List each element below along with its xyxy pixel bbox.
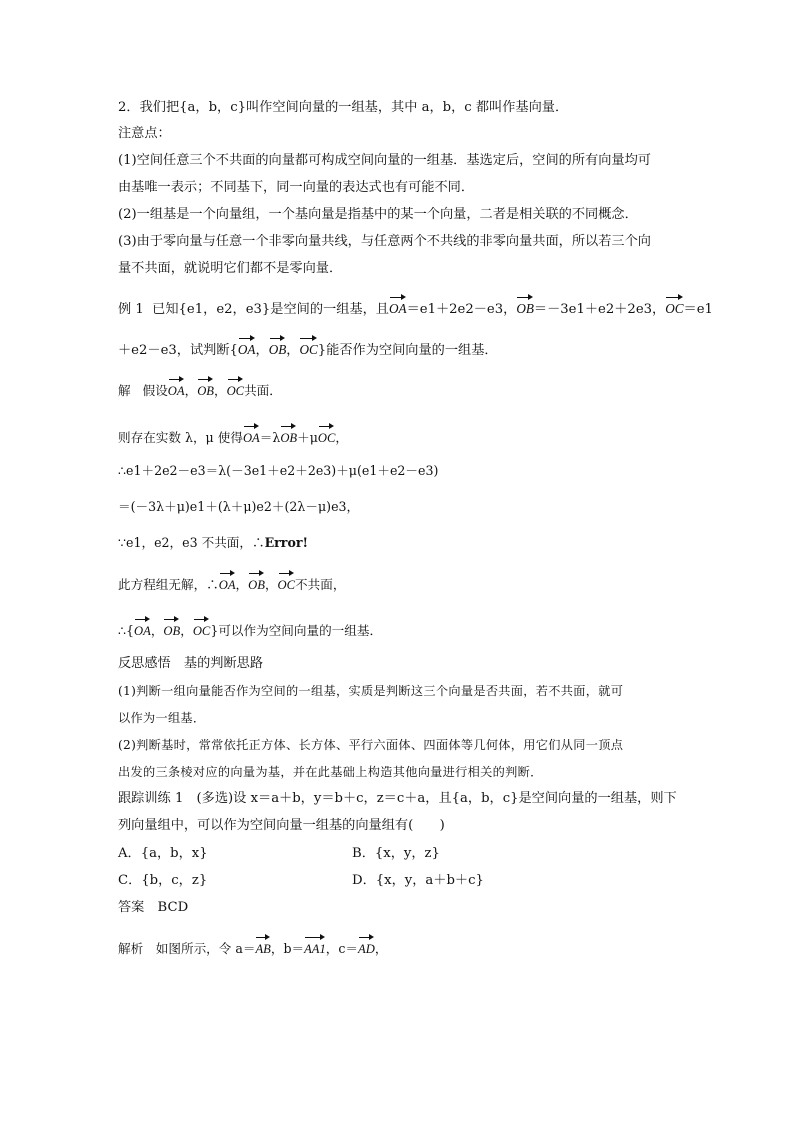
option-d[interactable]: D．{x，y，a＋b＋c} [352, 873, 484, 888]
solution-line-2: 则存在实数 λ，μ 使得OA＝λOB＋μOC， [118, 425, 348, 447]
reflection-2-line-1: (2)判断基时，常常依托正方体、长方体、平行六面体、四面体等几何体，用它们从同一顶点 [118, 738, 624, 752]
notes-heading: 注意点： [118, 126, 171, 141]
solution-line-3: ∴e1＋2e2－e3＝λ(－3e1＋e2＋2e3)＋μ(e1＋e2－e3) [118, 463, 439, 478]
example-label: 例 1 [118, 302, 144, 317]
solution-line-1: 解 假设OA，OB，OC共面． [118, 378, 282, 400]
solution-line-7: ∴{OA，OB，OC}可以作为空间向量的一组基． [118, 618, 382, 640]
option-b[interactable]: B．{x，y，z} [352, 846, 440, 861]
note-3-line-2: 量不共面，就说明它们都不是零向量． [118, 261, 343, 276]
solution-line-5: ∵e1，e2，e3 不共面，∴Error! [118, 535, 309, 550]
vector-oa: OA [389, 296, 407, 318]
note-1-line-2: 由基唯一表示；不同基下，同一向量的表达式也有可能不同． [118, 180, 475, 195]
analysis-line: 解析 如图所示，令 a＝AB，b＝AA1，c＝AD， [118, 936, 387, 958]
reflection-2-line-2: 出发的三条棱对应的向量为基，并在此基础上构造其他向量进行相关的判断． [118, 765, 543, 779]
reflection-title: 反思感悟 基的判断思路 [118, 656, 264, 671]
note-2: (2)一组基是一个向量组，一个基向量是指基中的某一个向量，二者是相关联的不同概念． [118, 207, 638, 222]
reflection-1-line-2: 以作为一组基． [118, 711, 206, 725]
vector-ob: OB [516, 296, 534, 318]
solution-line-4: ＝(－3λ＋μ)e1＋(λ＋μ)e2＋(2λ－μ)e3， [118, 499, 360, 514]
vector-oc: OC [665, 296, 683, 318]
example-1-line-1: 例 1 已知{e1，e2，e3}是空间的一组基，且OA＝e1＋2e2－e3，OB＝－3e1＋e2＋2e3，OC＝e1 [118, 296, 713, 319]
exercise-line-1: 跟踪训练 1 (多选)设 x＝a＋b，y＝b＋c，z＝c＋a，且{a，b，c}是空间向量的一组基，则下 [118, 791, 677, 806]
solution-line-6: 此方程组无解，∴OA，OB，OC不共面， [118, 572, 345, 594]
vector-ab: AB [255, 936, 270, 958]
example-1-line-2: ＋e2－e3，试判断{OA，OB，OC}能否作为空间向量的一组基． [118, 337, 498, 360]
note-1-line-1: (1)空间任意三个不共面的向量都可构成空间向量的一组基．基选定后，空间的所有向量均可 [118, 153, 651, 168]
reflection-1-line-1: (1)判断一组向量能否作为空间的一组基，实质是判断这三个向量是否共面，若不共面，就可 [118, 684, 624, 698]
vector-ad: AD [358, 936, 375, 958]
exercise-line-2: 列向量组中，可以作为空间向量一组基的向量组有( ) [118, 818, 445, 833]
answer-line: 答案 BCD [118, 900, 189, 915]
solution-label: 解 [118, 383, 131, 398]
definition-line: 2．我们把{a，b，c}叫作空间向量的一组基，其中 a，b，c 都叫作基向量． [118, 100, 569, 115]
error-text: Error! [264, 535, 309, 550]
vector-aa1: AA1 [304, 936, 326, 958]
option-c[interactable]: C．{b，c，z} [118, 873, 208, 888]
option-a[interactable]: A．{a，b，x} [118, 846, 208, 861]
note-3-line-1: (3)由于零向量与任意一个非零向量共线，与任意两个不共线的非零向量共面，所以若三个向 [118, 234, 651, 249]
